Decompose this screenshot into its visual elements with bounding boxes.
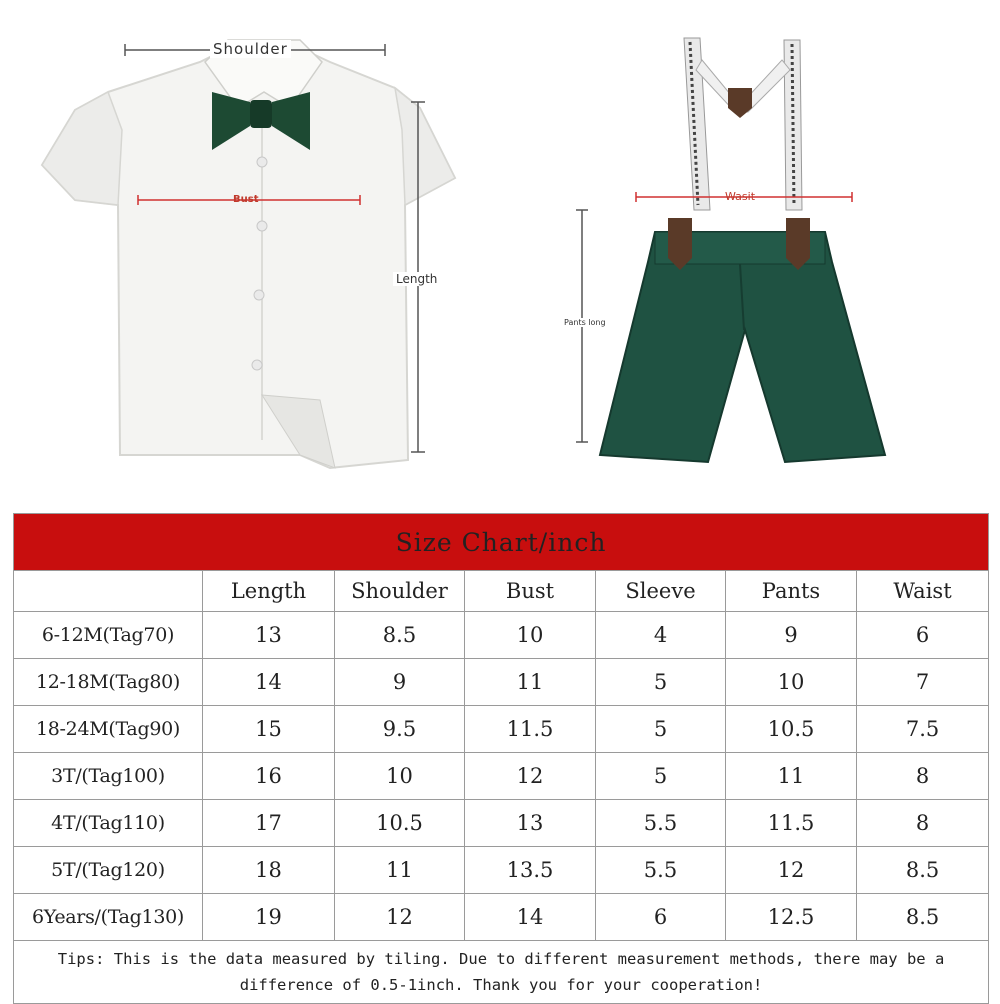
column-header-shoulder: Shoulder [335, 571, 465, 612]
value-cell: 7 [857, 659, 989, 706]
value-cell: 8.5 [857, 894, 989, 941]
shorts-image [576, 38, 885, 462]
value-cell: 9 [726, 612, 857, 659]
value-cell: 9 [335, 659, 465, 706]
table-title-row [14, 514, 989, 571]
size-cell: 12-18M(Tag80) [14, 659, 203, 706]
value-cell: 11 [335, 847, 465, 894]
value-cell: 13 [203, 612, 335, 659]
value-cell: 5.5 [596, 847, 726, 894]
value-cell: 6 [857, 612, 989, 659]
value-cell: 11.5 [726, 800, 857, 847]
tips-row [14, 941, 989, 1004]
table-header-row [14, 571, 989, 612]
value-cell: 17 [203, 800, 335, 847]
value-cell: 19 [203, 894, 335, 941]
bust-label: Bust [233, 194, 259, 205]
value-cell: 11 [465, 659, 596, 706]
table-title: Size Chart/inch [14, 514, 989, 571]
table-row [14, 706, 989, 753]
table-row [14, 847, 989, 894]
value-cell: 10.5 [335, 800, 465, 847]
table-row [14, 753, 989, 800]
value-cell: 12 [465, 753, 596, 800]
table-body [14, 612, 989, 941]
value-cell: 4 [596, 612, 726, 659]
size-cell: 4T/(Tag110) [14, 800, 203, 847]
value-cell: 5 [596, 659, 726, 706]
value-cell: 5.5 [596, 800, 726, 847]
value-cell: 10 [465, 612, 596, 659]
value-cell: 8.5 [857, 847, 989, 894]
table-row [14, 612, 989, 659]
value-cell: 11 [726, 753, 857, 800]
value-cell: 8 [857, 753, 989, 800]
value-cell: 15 [203, 706, 335, 753]
value-cell: 8 [857, 800, 989, 847]
table-row [14, 659, 989, 706]
value-cell: 12 [335, 894, 465, 941]
column-header [14, 571, 203, 612]
size-cell: 6Years/(Tag130) [14, 894, 203, 941]
value-cell: 8.5 [335, 612, 465, 659]
value-cell: 11.5 [465, 706, 596, 753]
value-cell: 14 [465, 894, 596, 941]
shirt-image [42, 40, 455, 468]
value-cell: 5 [596, 753, 726, 800]
value-cell: 12 [726, 847, 857, 894]
column-header-sleeve: Sleeve [596, 571, 726, 612]
length-label: Length [393, 272, 440, 286]
pants-long-label: Pants long [561, 318, 609, 327]
column-header-waist: Waist [857, 571, 989, 612]
size-cell: 18-24M(Tag90) [14, 706, 203, 753]
column-header-length: Length [203, 571, 335, 612]
table-row [14, 800, 989, 847]
value-cell: 10.5 [726, 706, 857, 753]
value-cell: 18 [203, 847, 335, 894]
tips-text: Tips: This is the data measured by tiling. Due to different measurement methods, there may be a difference of 0.5-1inch. Thank you for your cooperation! [14, 941, 989, 1004]
value-cell: 12.5 [726, 894, 857, 941]
value-cell: 10 [335, 753, 465, 800]
shoulder-label: Shoulder [210, 40, 291, 58]
waist-label: Wasit [725, 190, 756, 203]
size-chart-table [13, 513, 989, 1004]
column-header-pants: Pants [726, 571, 857, 612]
column-header-bust: Bust [465, 571, 596, 612]
value-cell: 6 [596, 894, 726, 941]
table-row [14, 894, 989, 941]
value-cell: 16 [203, 753, 335, 800]
size-cell: 3T/(Tag100) [14, 753, 203, 800]
value-cell: 13.5 [465, 847, 596, 894]
value-cell: 7.5 [857, 706, 989, 753]
value-cell: 9.5 [335, 706, 465, 753]
value-cell: 14 [203, 659, 335, 706]
size-cell: 6-12M(Tag70) [14, 612, 203, 659]
value-cell: 5 [596, 706, 726, 753]
value-cell: 13 [465, 800, 596, 847]
size-cell: 5T/(Tag120) [14, 847, 203, 894]
value-cell: 10 [726, 659, 857, 706]
